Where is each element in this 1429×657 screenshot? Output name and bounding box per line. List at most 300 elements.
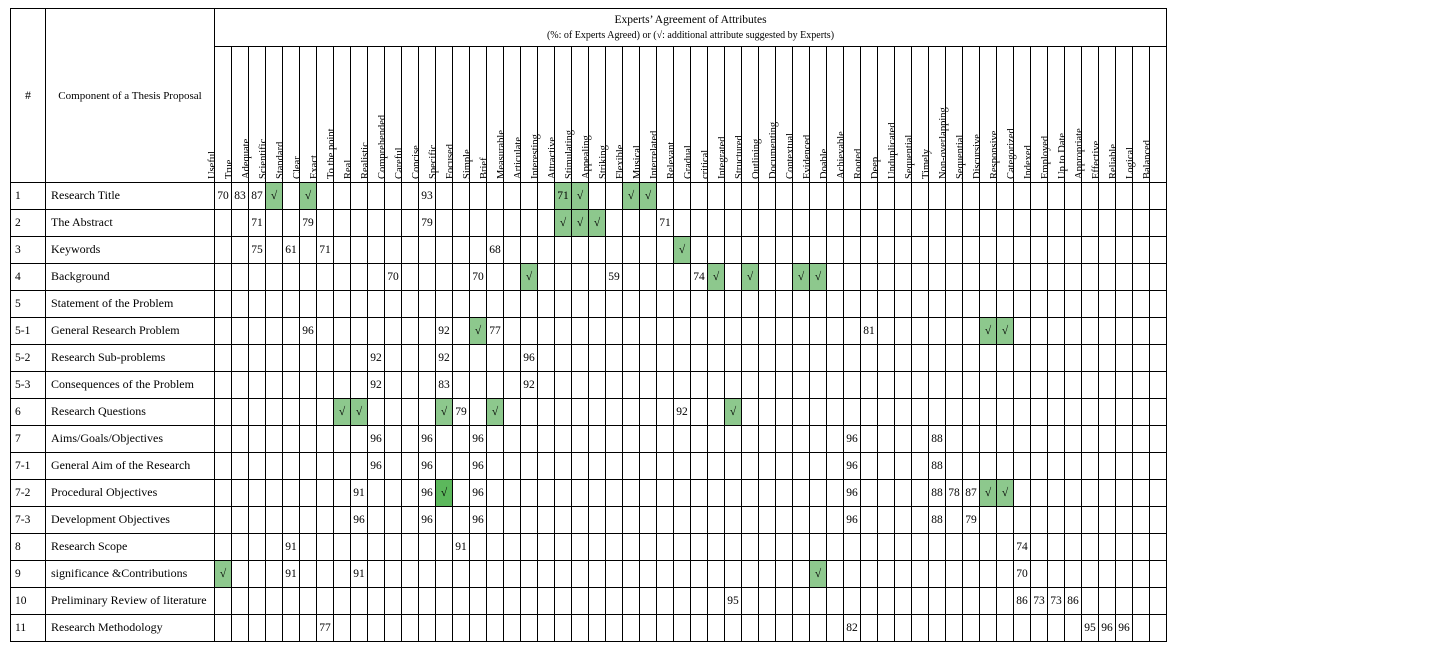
- attribute-header-label: Striking: [598, 145, 609, 180]
- table-body: [11, 183, 1167, 642]
- cell-value: [436, 534, 453, 561]
- attribute-header-label: Timely: [921, 149, 932, 180]
- cell-value: [368, 318, 385, 345]
- cell-value: [861, 588, 878, 615]
- cell-value: [776, 318, 793, 345]
- cell-value: [334, 561, 351, 588]
- cell-value: [402, 615, 419, 642]
- cell-value: [436, 426, 453, 453]
- cell-value: [759, 372, 776, 399]
- cell-value: [793, 237, 810, 264]
- cell-value: [1150, 426, 1167, 453]
- attribute-header-55: [1142, 47, 1167, 183]
- cell-value: [623, 480, 640, 507]
- attribute-header-label: Contextual: [785, 132, 796, 180]
- cell-value: [1014, 183, 1031, 210]
- cell-value: [878, 561, 895, 588]
- cell-value: [300, 426, 317, 453]
- cell-value: [844, 372, 861, 399]
- cell-value: [572, 534, 589, 561]
- cell-value: [861, 237, 878, 264]
- cell-value: [470, 210, 487, 237]
- cell-value: [419, 291, 436, 318]
- cell-value: [623, 534, 640, 561]
- cell-value: [1082, 399, 1099, 426]
- cell-value: [521, 426, 538, 453]
- cell-value: [997, 210, 1014, 237]
- cell-value: [861, 264, 878, 291]
- row-index: 4: [11, 264, 46, 291]
- cell-value: [1014, 399, 1031, 426]
- cell-value: [861, 345, 878, 372]
- cell-value: [368, 291, 385, 318]
- cell-value: [419, 588, 436, 615]
- cell-value: [759, 561, 776, 588]
- cell-value: [504, 615, 521, 642]
- cell-value: [419, 399, 436, 426]
- cell-value: [708, 318, 725, 345]
- cell-value: [776, 264, 793, 291]
- cell-value: [895, 264, 912, 291]
- header-component-label: Component of a Thesis Proposal: [58, 89, 202, 102]
- cell-value: [521, 534, 538, 561]
- cell-value: [521, 399, 538, 426]
- attribute-header-label: Measurable: [496, 130, 507, 180]
- cell-value: [1099, 534, 1116, 561]
- cell-value: [844, 183, 861, 210]
- cell-value: [1082, 534, 1099, 561]
- cell-value: [725, 345, 742, 372]
- cell-value: [249, 588, 266, 615]
- cell-value: 71: [317, 237, 334, 264]
- cell-value: 95: [725, 588, 742, 615]
- cell-value: [963, 588, 980, 615]
- cell-value: [351, 264, 368, 291]
- attribute-header-label: Specific: [428, 144, 439, 180]
- cell-value: [963, 264, 980, 291]
- cell-value: 91: [453, 534, 470, 561]
- cell-value: [776, 372, 793, 399]
- cell-value: [334, 534, 351, 561]
- cell-value: [827, 426, 844, 453]
- cell-value: [623, 345, 640, 372]
- cell-value: [980, 588, 997, 615]
- table-row: [11, 345, 1167, 372]
- cell-value: [1082, 480, 1099, 507]
- cell-value: [317, 345, 334, 372]
- cell-value: [385, 426, 402, 453]
- cell-value: [946, 372, 963, 399]
- cell-value: 71: [249, 210, 266, 237]
- cell-value: [232, 318, 249, 345]
- group-title-line1: Experts’ Agreement of Attributes: [614, 14, 767, 26]
- cell-value: [997, 615, 1014, 642]
- cell-value: [1031, 426, 1048, 453]
- cell-value: [385, 237, 402, 264]
- cell-value: [504, 453, 521, 480]
- cell-value: [1065, 318, 1082, 345]
- cell-value: [232, 210, 249, 237]
- cell-value: [334, 183, 351, 210]
- cell-value: [215, 399, 232, 426]
- cell-value: [827, 534, 844, 561]
- cell-value: [453, 615, 470, 642]
- cell-value: [487, 588, 504, 615]
- cell-value: [980, 453, 997, 480]
- attribute-header-label: Adequate: [241, 138, 252, 180]
- cell-value: [861, 399, 878, 426]
- cell-value: [1048, 183, 1065, 210]
- cell-value: [385, 399, 402, 426]
- cell-value: [317, 291, 334, 318]
- cell-value: [980, 426, 997, 453]
- cell-value: [402, 183, 419, 210]
- cell-value: [1031, 561, 1048, 588]
- cell-value: [419, 264, 436, 291]
- cell-value: [232, 426, 249, 453]
- row-index: 11: [11, 615, 46, 642]
- attribute-header-label: Achievable: [836, 131, 847, 180]
- cell-value: [793, 318, 810, 345]
- cell-value: [1065, 453, 1082, 480]
- cell-value: [980, 210, 997, 237]
- cell-value: [1133, 345, 1150, 372]
- cell-value: [266, 372, 283, 399]
- cell-value: [895, 291, 912, 318]
- attribute-header-label: Standard: [275, 141, 286, 180]
- cell-value: [215, 210, 232, 237]
- cell-value: [980, 183, 997, 210]
- cell-value: [334, 264, 351, 291]
- row-component: Research Methodology: [46, 615, 215, 642]
- cell-value: [776, 210, 793, 237]
- cell-value: [283, 426, 300, 453]
- cell-value: [538, 426, 555, 453]
- cell-value: [861, 615, 878, 642]
- cell-value: [742, 318, 759, 345]
- cell-value: [827, 210, 844, 237]
- cell-value: [232, 237, 249, 264]
- cell-value: [504, 507, 521, 534]
- cell-value: √: [555, 210, 572, 237]
- cell-value: √: [623, 183, 640, 210]
- cell-value: [589, 507, 606, 534]
- cell-value: [334, 507, 351, 534]
- cell-value: [351, 453, 368, 480]
- cell-value: [657, 561, 674, 588]
- cell-value: 92: [436, 345, 453, 372]
- cell-value: [912, 561, 929, 588]
- cell-value: [589, 237, 606, 264]
- cell-value: [215, 453, 232, 480]
- cell-value: [1014, 237, 1031, 264]
- cell-value: 96: [1116, 615, 1133, 642]
- cell-value: [572, 399, 589, 426]
- cell-value: [504, 237, 521, 264]
- attribute-header-label: Up to Date: [1057, 132, 1068, 180]
- cell-value: [776, 615, 793, 642]
- attribute-header-label: Structured: [734, 135, 745, 180]
- cell-value: [538, 291, 555, 318]
- row-component: Consequences of the Problem: [46, 372, 215, 399]
- cell-value: [232, 345, 249, 372]
- cell-value: [283, 183, 300, 210]
- cell-value: 96: [368, 426, 385, 453]
- cell-value: 96: [419, 426, 436, 453]
- cell-value: [640, 480, 657, 507]
- cell-value: [504, 318, 521, 345]
- cell-value: [963, 399, 980, 426]
- cell-value: 79: [419, 210, 436, 237]
- cell-value: 92: [368, 372, 385, 399]
- cell-value: [912, 291, 929, 318]
- row-component: Aims/Goals/Objectives: [46, 426, 215, 453]
- cell-value: [674, 561, 691, 588]
- cell-value: √: [300, 183, 317, 210]
- cell-value: [538, 453, 555, 480]
- cell-value: [385, 534, 402, 561]
- cell-value: [1082, 588, 1099, 615]
- cell-value: [912, 480, 929, 507]
- cell-value: [470, 183, 487, 210]
- cell-value: [1133, 372, 1150, 399]
- cell-value: [266, 453, 283, 480]
- cell-value: [589, 318, 606, 345]
- cell-value: [691, 183, 708, 210]
- cell-value: [640, 210, 657, 237]
- cell-value: [538, 399, 555, 426]
- cell-value: [1082, 237, 1099, 264]
- cell-value: [300, 534, 317, 561]
- cell-value: [1116, 237, 1133, 264]
- table-row: [11, 453, 1167, 480]
- cell-value: [1014, 426, 1031, 453]
- cell-value: [521, 210, 538, 237]
- cell-value: [521, 318, 538, 345]
- cell-value: [912, 615, 929, 642]
- cell-value: √: [997, 480, 1014, 507]
- cell-value: [589, 291, 606, 318]
- cell-value: [810, 318, 827, 345]
- cell-value: [266, 507, 283, 534]
- cell-value: [283, 318, 300, 345]
- cell-value: [351, 345, 368, 372]
- cell-value: [1065, 210, 1082, 237]
- cell-value: 77: [317, 615, 334, 642]
- cell-value: [997, 507, 1014, 534]
- cell-value: [810, 372, 827, 399]
- attribute-header-label: Balanced: [1142, 139, 1153, 180]
- cell-value: [1014, 507, 1031, 534]
- cell-value: [759, 453, 776, 480]
- cell-value: [963, 291, 980, 318]
- cell-value: [691, 507, 708, 534]
- cell-value: [300, 237, 317, 264]
- cell-value: [1099, 372, 1116, 399]
- cell-value: [878, 291, 895, 318]
- cell-value: [912, 453, 929, 480]
- cell-value: [742, 534, 759, 561]
- cell-value: [1133, 480, 1150, 507]
- cell-value: [317, 588, 334, 615]
- cell-value: [674, 453, 691, 480]
- cell-value: 96: [351, 507, 368, 534]
- attribute-header-label: Flexible: [615, 144, 626, 180]
- cell-value: [249, 534, 266, 561]
- cell-value: [555, 372, 572, 399]
- header-group-title: [215, 9, 1167, 47]
- cell-value: [742, 561, 759, 588]
- attribute-header-label: Brief: [479, 157, 490, 180]
- cell-value: [1099, 426, 1116, 453]
- cell-value: [759, 264, 776, 291]
- attribute-header-label: Sequential: [955, 134, 966, 180]
- cell-value: [300, 345, 317, 372]
- cell-value: [759, 507, 776, 534]
- cell-value: [589, 588, 606, 615]
- cell-value: [640, 318, 657, 345]
- attribute-header-label: Simple: [462, 149, 473, 180]
- cell-value: [538, 480, 555, 507]
- cell-value: [1099, 588, 1116, 615]
- cell-value: [912, 372, 929, 399]
- cell-value: [674, 372, 691, 399]
- cell-value: [436, 237, 453, 264]
- cell-value: [232, 372, 249, 399]
- cell-value: [283, 345, 300, 372]
- cell-value: [402, 345, 419, 372]
- cell-value: [691, 345, 708, 372]
- cell-value: [980, 345, 997, 372]
- cell-value: [572, 237, 589, 264]
- cell-value: [317, 183, 334, 210]
- cell-value: [827, 588, 844, 615]
- attribute-header-label: Real: [343, 159, 354, 180]
- cell-value: [1150, 264, 1167, 291]
- cell-value: 82: [844, 615, 861, 642]
- cell-value: [368, 210, 385, 237]
- cell-value: 79: [963, 507, 980, 534]
- cell-value: [640, 507, 657, 534]
- cell-value: [997, 291, 1014, 318]
- cell-value: 83: [232, 183, 249, 210]
- cell-value: [385, 480, 402, 507]
- cell-value: [504, 210, 521, 237]
- cell-value: [776, 399, 793, 426]
- cell-value: 68: [487, 237, 504, 264]
- table-row: [11, 588, 1167, 615]
- cell-value: [1048, 264, 1065, 291]
- cell-value: [1116, 453, 1133, 480]
- cell-value: [572, 480, 589, 507]
- attribute-header-label: Responsive: [989, 130, 1000, 180]
- cell-value: [708, 399, 725, 426]
- cell-value: [861, 561, 878, 588]
- cell-value: √: [572, 183, 589, 210]
- cell-value: [1099, 318, 1116, 345]
- cell-value: [912, 399, 929, 426]
- cell-value: [402, 399, 419, 426]
- cell-value: [776, 426, 793, 453]
- cell-value: [419, 534, 436, 561]
- cell-value: 86: [1065, 588, 1082, 615]
- cell-value: [385, 561, 402, 588]
- cell-value: [1014, 318, 1031, 345]
- table-row: [11, 318, 1167, 345]
- cell-value: [283, 480, 300, 507]
- cell-value: [266, 318, 283, 345]
- cell-value: [912, 507, 929, 534]
- cell-value: 95: [1082, 615, 1099, 642]
- cell-value: [470, 372, 487, 399]
- row-component: Research Title: [46, 183, 215, 210]
- cell-value: [266, 561, 283, 588]
- cell-value: √: [980, 318, 997, 345]
- cell-value: [1031, 318, 1048, 345]
- cell-value: 96: [1099, 615, 1116, 642]
- cell-value: [827, 318, 844, 345]
- cell-value: [742, 183, 759, 210]
- cell-value: [759, 588, 776, 615]
- attribute-header-label: Integrated: [717, 136, 728, 180]
- cell-value: [606, 426, 623, 453]
- cell-value: [912, 426, 929, 453]
- cell-value: [623, 615, 640, 642]
- cell-value: [351, 318, 368, 345]
- cell-value: [555, 345, 572, 372]
- cell-value: [215, 264, 232, 291]
- cell-value: [1150, 453, 1167, 480]
- cell-value: [895, 480, 912, 507]
- cell-value: [725, 615, 742, 642]
- cell-value: [249, 372, 266, 399]
- cell-value: [368, 264, 385, 291]
- cell-value: [997, 534, 1014, 561]
- cell-value: [980, 237, 997, 264]
- cell-value: [640, 399, 657, 426]
- cell-value: [929, 588, 946, 615]
- cell-value: [691, 453, 708, 480]
- cell-value: [946, 318, 963, 345]
- cell-value: [759, 534, 776, 561]
- cell-value: [691, 426, 708, 453]
- cell-value: [249, 345, 266, 372]
- cell-value: [1048, 507, 1065, 534]
- cell-value: 71: [555, 183, 572, 210]
- cell-value: [1116, 426, 1133, 453]
- cell-value: [504, 399, 521, 426]
- cell-value: [1116, 264, 1133, 291]
- cell-value: [895, 345, 912, 372]
- cell-value: [1048, 453, 1065, 480]
- cell-value: [861, 534, 878, 561]
- cell-value: [300, 372, 317, 399]
- cell-value: [844, 237, 861, 264]
- row-component: Development Objectives: [46, 507, 215, 534]
- cell-value: [1014, 345, 1031, 372]
- cell-value: [623, 210, 640, 237]
- cell-value: [504, 345, 521, 372]
- cell-value: [453, 453, 470, 480]
- cell-value: [895, 372, 912, 399]
- cell-value: [232, 615, 249, 642]
- cell-value: [878, 345, 895, 372]
- cell-value: [742, 615, 759, 642]
- cell-value: [555, 264, 572, 291]
- attribute-header-label: Articulate: [513, 137, 524, 180]
- cell-value: [640, 453, 657, 480]
- cell-value: [793, 453, 810, 480]
